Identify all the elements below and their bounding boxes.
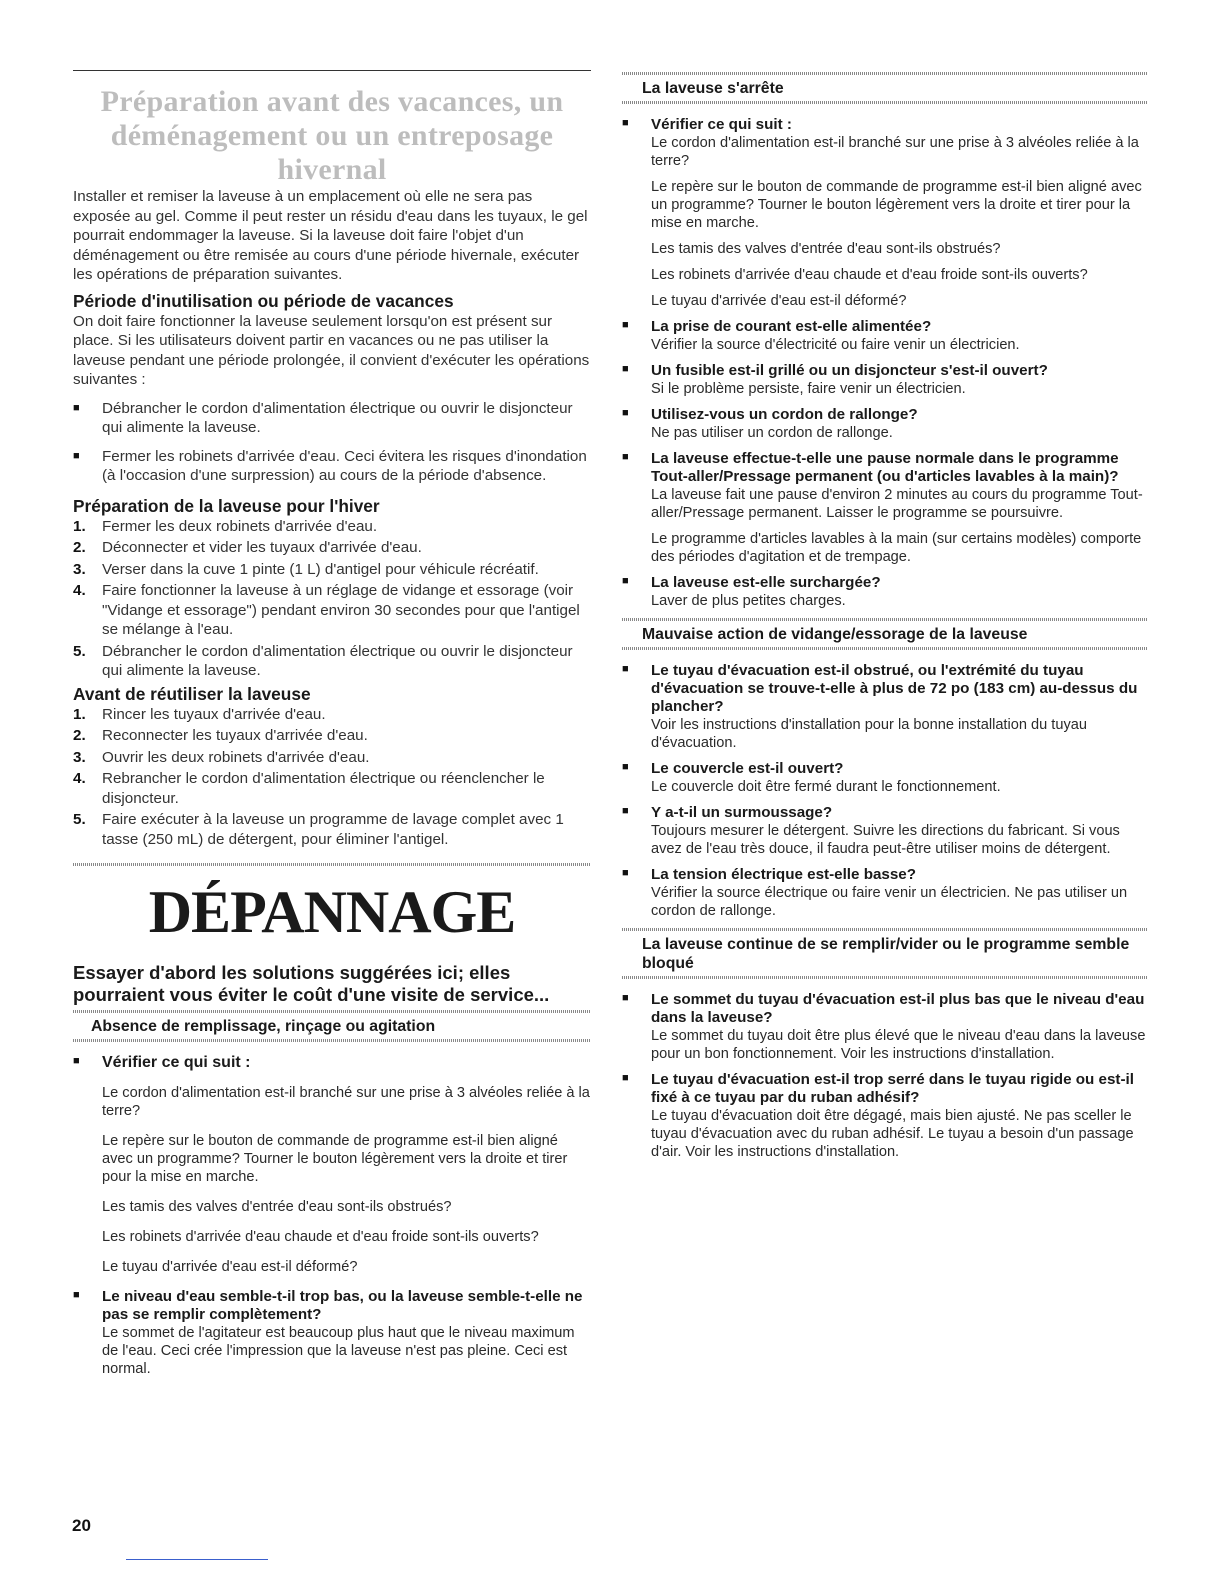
list-item: ■ Fermer les robinets d'arrivée d'eau. Ceci évitera les risques d'inondation (à l'occasion d'une surpression) au cours de la période d'absence. [73, 447, 591, 486]
answer: Vérifier la source d'électricité ou faire venir un électricien. [651, 337, 1020, 353]
list-item [73, 1054, 591, 1276]
fill-heading: Absence de remplissage, rinçage ou agitation [91, 1018, 436, 1035]
list-item [622, 1071, 1147, 1161]
right-column [622, 72, 1147, 1169]
list-item: 2. Déconnecter et vider les tuyaux d'arrivée d'eau. [73, 539, 422, 556]
fillcont-heading: La laveuse continue de se remplir/vider ou le programme semble bloqué [642, 936, 1130, 972]
question: ■ Le couvercle est-il ouvert? [651, 760, 844, 777]
answer: Le cordon d'alimentation est-il branché sur une prise à 3 alvéoles reliée à la terre? [102, 1085, 590, 1119]
fillcont-list [622, 991, 1147, 1161]
category-rule-bottom [622, 647, 1147, 650]
answer: Les tamis des valves d'entrée d'eau sont-ils obstrués? [102, 1199, 452, 1215]
winter-heading: Préparation de la laveuse pour l'hiver [73, 495, 380, 516]
answer: Les robinets d'arrivée d'eau chaude et d'eau froide sont-ils ouverts? [651, 267, 1088, 283]
answer: Toujours mesurer le détergent. Suivre les directions du fabricant. Si vous avez de l'eau très douce, il faudra peut-être utiliser moins de détergent. [651, 823, 1120, 857]
question: ■ Utilisez-vous un cordon de rallonge? [651, 406, 918, 423]
page-number: 20 [72, 1516, 91, 1535]
list-item [622, 574, 1147, 610]
troubleshooting-intro: Essayer d'abord les solutions suggérées ici; elles pourraient vous éviter le coût d'une visite de service... [73, 962, 550, 1005]
list-item [73, 1288, 591, 1378]
list-item [622, 866, 1147, 920]
stops-list [622, 116, 1147, 610]
section-divider [73, 863, 591, 866]
answer: La laveuse fait une pause d'environ 2 minutes au cours du programme Tout-aller/Pressage permanent. Laisser le programme se poursuivre. [651, 487, 1143, 521]
list-item [622, 116, 1147, 310]
category-rule-bottom [622, 976, 1147, 979]
list-item [622, 991, 1147, 1063]
question: ■ Le niveau d'eau semble-t-il trop bas, ou la laveuse semble-t-elle ne pas se remplir complètement? [102, 1288, 583, 1323]
list-item: 4. Rebrancher le cordon d'alimentation électrique ou réenclencher le disjoncteur. [73, 770, 545, 807]
list-item [622, 406, 1147, 442]
category-rule-bottom [73, 1039, 591, 1042]
stops-heading: La laveuse s'arrête [642, 80, 784, 97]
answer: Le sommet de l'agitateur est beaucoup plus haut que le niveau maximum de l'eau. Ceci crée l'impression que la laveuse n'est pas pleine. Ceci est normal. [102, 1325, 575, 1377]
category-rule-bottom [622, 101, 1147, 104]
answer: Le tuyau d'arrivée d'eau est-il déformé? [102, 1259, 358, 1275]
drain-list [622, 662, 1147, 920]
list-item: 1. Rincer les tuyaux d'arrivée d'eau. [73, 705, 326, 723]
question: ■ Un fusible est-il grillé ou un disjoncteur s'est-il ouvert? [651, 362, 1048, 379]
answer: Si le problème persiste, faire venir un électricien. [651, 381, 966, 397]
list-item: ■ Débrancher le cordon d'alimentation électrique ou ouvrir le disjoncteur qui alimente la laveuse. [73, 399, 591, 438]
question: ■ Vérifier ce qui suit : [102, 1054, 251, 1071]
answer: Le sommet du tuyau doit être plus élevé que le niveau d'eau dans la laveuse pour un bon fonctionnement. Voir les instructions d'installation. [651, 1028, 1146, 1062]
reuse-heading: Avant de réutiliser la laveuse [73, 683, 311, 704]
answer: Les tamis des valves d'entrée d'eau sont-ils obstrués? [651, 241, 1001, 257]
vacation-heading: Période d'inutilisation ou période de vacances [73, 290, 454, 311]
list-item [622, 760, 1147, 796]
question: ■ La laveuse est-elle surchargée? [651, 574, 881, 591]
section-title [73, 85, 591, 187]
list-item: 2. Reconnecter les tuyaux d'arrivée d'eau. [73, 727, 368, 744]
list-item [622, 662, 1147, 752]
drain-heading: Mauvaise action de vidange/essorage de la laveuse [642, 626, 1028, 643]
answer: Ne pas utiliser un cordon de rallonge. [651, 425, 893, 441]
top-rule [73, 70, 591, 71]
list-item: 5. Faire exécuter à la laveuse un programme de lavage complet avec 1 tasse (250 mL) de détergent, pour éliminer l'antigel. [73, 811, 564, 848]
winter-steps [73, 517, 591, 681]
left-column [73, 70, 591, 1386]
vacation-text: On doit faire fonctionner la laveuse seulement lorsqu'on est présent sur place. Si les utilisateurs doivent partir en vacances ou ne pas utiliser la laveuse pendant une période prolongée, il convient d'exécuter les opérations suivantes : [73, 312, 590, 388]
list-item: 3. Ouvrir les deux robinets d'arrivée d'eau. [73, 748, 370, 766]
list-item [622, 804, 1147, 858]
answer: Le programme d'articles lavables à la main (sur certains modèles) comporte des périodes d'agitation et de trempage. [651, 531, 1142, 565]
troubleshooting-title: DÉPANNAGE [148, 879, 516, 945]
vacation-list [73, 399, 591, 486]
question: ■ Y a-t-il un surmoussage? [651, 804, 833, 821]
list-item [622, 318, 1147, 354]
list-item [622, 450, 1147, 566]
reuse-steps [73, 705, 591, 850]
question: ■ La tension électrique est-elle basse? [651, 866, 917, 883]
answer: Le repère sur le bouton de commande de programme est-il bien aligné avec un programme? Tourner le bouton légèrement vers la droite et tirer pour la mise en marche. [102, 1133, 568, 1185]
question: ■ Le tuyau d'évacuation est-il obstrué, ou l'extrémité du tuyau d'évacuation se trouve-t-elle à plus de 72 po (183 cm) au-dessus du plancher? [651, 662, 1138, 715]
question: ■ Le tuyau d'évacuation est-il trop serré dans le tuyau rigide ou est-il fixé à ce tuyau par du ruban adhésif? [651, 1071, 1134, 1106]
answer: Le repère sur le bouton de commande de programme est-il bien aligné avec un programme? Tourner le bouton légèrement vers la droite et tirer pour la mise en marche. [651, 179, 1142, 231]
answer: Voir les instructions d'installation pour la bonne installation du tuyau d'évacuation. [651, 717, 1088, 751]
fill-list [73, 1054, 591, 1378]
answer: Les robinets d'arrivée d'eau chaude et d'eau froide sont-ils ouverts? [102, 1229, 539, 1245]
question: ■ Vérifier ce qui suit : [651, 116, 792, 133]
section-title-line-2: déménagement ou un entreposage hivernal [110, 119, 554, 186]
section-title-line-1: Préparation avant des vacances, un [100, 85, 564, 118]
storage-intro: Installer et remiser la laveuse à un emplacement où elle ne sera pas exposée au gel. Comme il peut rester un résidu d'eau dans les tuyaux, le gel pourrait endommager la laveuse. Si la laveuse doit faire l'objet d'un déménagement ou être remisée au cours d'une période hivernale, exécuter les opérations de préparation suivantes. [73, 188, 588, 283]
list-item: 3. Verser dans la cuve 1 pinte (1 L) d'antigel pour véhicule récréatif. [73, 560, 539, 578]
answer: Le couvercle doit être fermé durant le fonctionnement. [651, 779, 1001, 795]
question: ■ La prise de courant est-elle alimentée? [651, 318, 932, 335]
question: ■ La laveuse effectue-t-elle une pause normale dans le programme Tout-aller/Pressage permanent (ou d'articles lavables à la main)? [651, 450, 1119, 485]
list-item [622, 362, 1147, 398]
question: ■ Le sommet du tuyau d'évacuation est-il plus bas que le niveau d'eau dans la laveuse? [651, 991, 1145, 1026]
answer: Vérifier la source électrique ou faire venir un électricien. Ne pas utiliser un cordon de rallonge. [651, 885, 1128, 919]
answer: Le cordon d'alimentation est-il branché sur une prise à 3 alvéoles reliée à la terre? [651, 135, 1139, 169]
list-item: 5. Débrancher le cordon d'alimentation électrique ou ouvrir le disjoncteur qui alimente la laveuse. [73, 642, 573, 679]
list-item: 4. Faire fonctionner la laveuse à un réglage de vidange et essorage (voir "Vidange et essorage") pendant environ 30 secondes pour que l'antigel se mélange à l'eau. [73, 582, 580, 638]
answer: Le tuyau d'arrivée d'eau est-il déformé? [651, 293, 907, 309]
answer: Laver de plus petites charges. [651, 593, 846, 609]
list-item: 1. Fermer les deux robinets d'arrivée d'eau. [73, 517, 378, 535]
answer: Le tuyau d'évacuation doit être dégagé, mais bien ajusté. Ne pas sceller le tuyau d'évacuation avec du ruban adhésif. Le tuyau a besoin d'un passage d'air. Voir les instructions d'installation. [651, 1108, 1134, 1160]
footer-rule [126, 1559, 268, 1560]
